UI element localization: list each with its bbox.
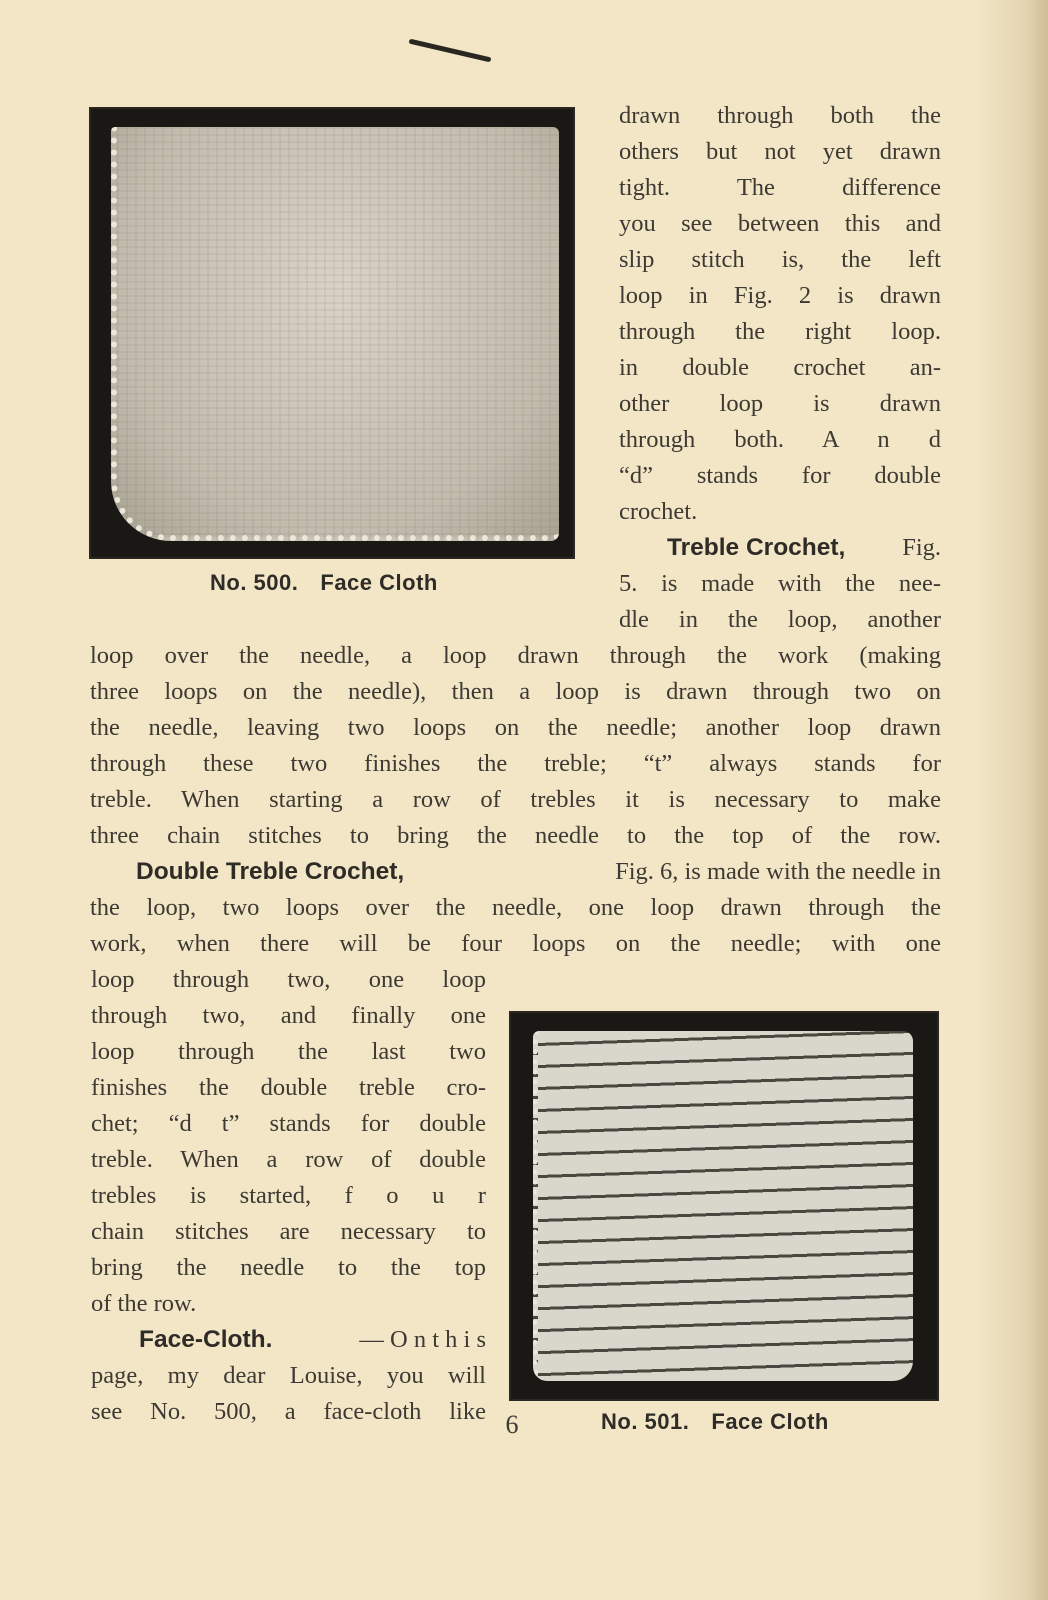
treble-heading-tail: Fig.: [902, 534, 941, 561]
figure-500-caption: [210, 570, 438, 596]
text-line: work, when there will be four loops on the needle; with one: [90, 930, 941, 957]
text-line: three chain stitches to bring the needle to the top of the row.: [90, 822, 941, 849]
text-line: through two, and finally one: [91, 1002, 486, 1029]
text-line: through these two finishes the treble; “t” always stands for: [90, 750, 941, 777]
text-line: you see between this and: [619, 210, 941, 237]
text-line: treble. When starting a row of trebles it is necessary to make: [90, 786, 941, 813]
figure-501-caption: [601, 1409, 829, 1435]
page-number: 6: [505, 1410, 519, 1439]
face-cloth-500-image: [111, 127, 559, 541]
text-line: tight. The difference: [619, 174, 941, 201]
text-line: chain stitches are necessary to: [91, 1218, 486, 1245]
figure-500-title: Face Cloth: [320, 570, 438, 595]
double-treble-heading-line: [136, 854, 941, 889]
page-edge-shadow: [978, 0, 1048, 1600]
text-line: crochet.: [619, 498, 698, 525]
treble-heading-line: [667, 530, 941, 565]
text-line: page, my dear Louise, you will: [91, 1362, 486, 1389]
text-line: of the row.: [91, 1290, 197, 1317]
text-line: dle in the loop, another: [619, 606, 941, 633]
text-line: through the right loop.: [619, 318, 941, 345]
text-line: see No. 500, a face-cloth like: [91, 1398, 486, 1425]
figure-501-number: No. 501.: [601, 1409, 690, 1434]
face-cloth-heading-tail: — O n t h i s: [359, 1326, 486, 1353]
text-line: chet; “d t” stands for double: [91, 1110, 486, 1137]
text-line: loop through the last two: [91, 1038, 486, 1065]
text-line: slip stitch is, the left: [619, 246, 941, 273]
text-line: others but not yet drawn: [619, 138, 941, 165]
face-cloth-501-image: [533, 1031, 913, 1381]
text-line: “d” stands for double: [619, 462, 941, 489]
double-treble-crochet-heading: Double Treble Crochet,: [136, 858, 405, 885]
face-cloth-heading-line: [139, 1322, 486, 1357]
text-line: treble. When a row of double: [91, 1146, 486, 1173]
text-line: 5. is made with the nee-: [619, 570, 941, 597]
text-line: through both. A n d: [619, 426, 941, 453]
face-cloth-501-photo: [509, 1011, 939, 1401]
text-line: the loop, two loops over the needle, one loop drawn through the: [90, 894, 941, 921]
treble-crochet-heading: Treble Crochet,: [667, 534, 846, 561]
double-treble-heading-tail: Fig. 6, is made with the needle in: [615, 858, 941, 885]
face-cloth-heading: Face-Cloth.: [139, 1326, 273, 1353]
text-line: loop through two, one loop: [91, 966, 486, 993]
figure-501-title: Face Cloth: [711, 1409, 829, 1434]
ink-smudge: [409, 39, 492, 63]
text-line: in double crochet an-: [619, 354, 941, 381]
text-line: drawn through both the: [619, 102, 941, 129]
figure-500-number: No. 500.: [210, 570, 299, 595]
text-line: loop in Fig. 2 is drawn: [619, 282, 941, 309]
text-line: trebles is started, f o u r: [91, 1182, 486, 1209]
text-line: other loop is drawn: [619, 390, 941, 417]
text-line: loop over the needle, a loop drawn through the work (making: [90, 642, 941, 669]
face-cloth-500-photo: [89, 107, 575, 559]
text-line: three loops on the needle), then a loop is drawn through two on: [90, 678, 941, 705]
text-line: finishes the double treble cro-: [91, 1074, 486, 1101]
text-line: bring the needle to the top: [91, 1254, 486, 1281]
text-line: the needle, leaving two loops on the needle; another loop drawn: [90, 714, 941, 741]
